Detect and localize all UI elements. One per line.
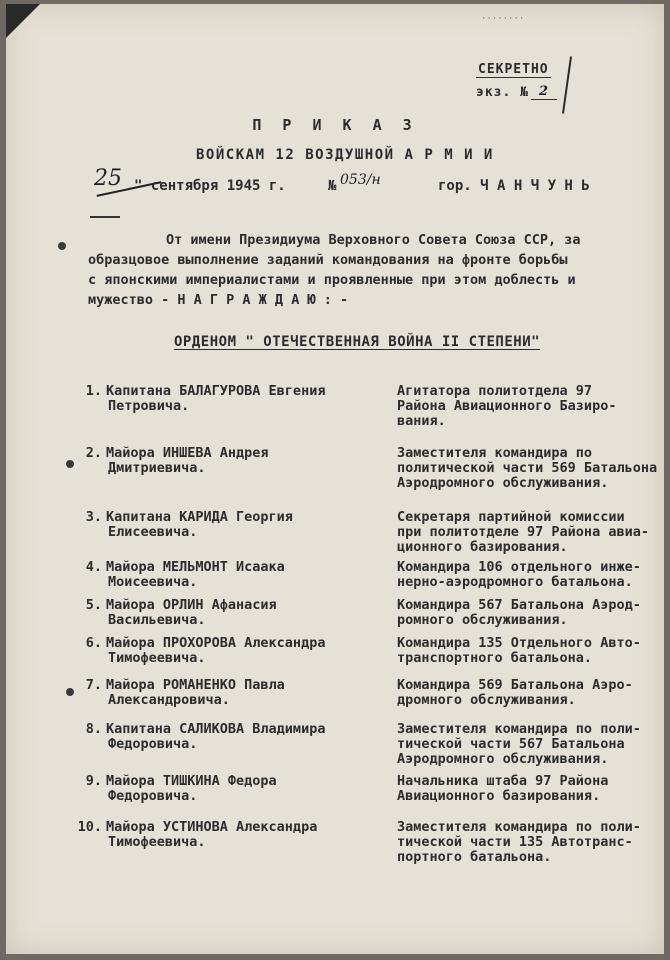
awardee-position-line: Аэродромного обслуживания. xyxy=(397,475,609,491)
awardee-name xyxy=(106,678,386,708)
preamble-line: мужество - Н А Г Р А Ж Д А Ю : - xyxy=(88,292,349,308)
awardee-name-line: Майора ОРЛИН Афанасия xyxy=(106,597,277,613)
copy-number: 2 xyxy=(531,84,557,100)
awardee-number: 10. xyxy=(77,819,102,835)
awardee-name-line: Майора УСТИНОВА Александра xyxy=(106,819,318,835)
awardee-position-line: транспортного батальона. xyxy=(397,650,593,666)
awardee-name-line: Майора ПРОХОРОВА Александра xyxy=(106,635,326,651)
awardee-position-line: дромного обслуживания. xyxy=(397,692,576,708)
punch-hole xyxy=(58,242,66,250)
order-number-label: № xyxy=(328,178,337,194)
awardee-name-line: Елисеевича. xyxy=(108,524,198,540)
awardee-position-line: ционного базирования. xyxy=(397,539,568,555)
date-line xyxy=(90,166,610,200)
awardee-name xyxy=(106,598,386,628)
awardee-number: 6. xyxy=(85,635,102,651)
awardee-name xyxy=(106,510,386,540)
awardee-number: 4. xyxy=(85,559,102,575)
awardee-name-line: Капитана БАЛАГУРОВА Евгения xyxy=(106,383,326,399)
awardee-name-line: Тимофеевича. xyxy=(108,650,206,666)
order-heading: ОРДЕНОМ " ОТЕЧЕСТВЕННАЯ ВОЙНА II СТЕПЕНИ" xyxy=(174,334,541,350)
awardee-position xyxy=(397,820,657,865)
awardee-position-line: Авиационного базирования. xyxy=(397,788,601,804)
divider xyxy=(90,216,120,218)
copy-prefix: экз. № xyxy=(476,84,529,100)
handwritten-day: 25 xyxy=(94,166,122,191)
secret-label: СЕКРЕТНО xyxy=(478,62,549,77)
awardee-position-line: Командира 569 Батальона Аэро- xyxy=(397,677,633,693)
preamble-line: образцовое выполнение заданий командования на фронте борьбы xyxy=(88,252,568,268)
awardee-name-line: Александровича. xyxy=(108,692,230,708)
awardee-name-line: Майора ИНШЕВА Андрея xyxy=(106,445,269,461)
awardee-position xyxy=(397,636,657,666)
city: гор. Ч А Н Ч У Н Ь xyxy=(438,178,590,194)
awardee-position xyxy=(397,722,657,767)
order-number: 053/н xyxy=(340,172,381,188)
preamble xyxy=(88,230,618,310)
awardee-name-line: Васильевича. xyxy=(108,612,206,628)
awardee-position xyxy=(397,598,657,628)
awardee-name-line: Капитана КАРИДА Георгия xyxy=(106,509,293,525)
awardee-name-line: Капитана САЛИКОВА Владимира xyxy=(106,721,326,737)
awardee-name-line: Майора ТИШКИНА Федора xyxy=(106,773,277,789)
awardee-name-line: Федоровича. xyxy=(108,736,198,752)
date-month-year: " сентября 1945 г. xyxy=(134,178,286,194)
awardee-name-line: Петровича. xyxy=(108,398,190,414)
awardee-name-line: Дмитриевича. xyxy=(108,460,206,476)
document-title: П Р И К А З xyxy=(252,116,418,134)
awardee-position xyxy=(397,560,657,590)
awardee-position-line: вания. xyxy=(397,413,446,429)
awardee-number: 1. xyxy=(85,383,102,399)
awardee-name xyxy=(106,820,386,850)
awardee-position-line: портного батальона. xyxy=(397,849,552,865)
awardee-number: 2. xyxy=(85,445,102,461)
awardee-number: 3. xyxy=(85,509,102,525)
awardee-position xyxy=(397,510,657,555)
awardee-position-line: Заместителя командира по xyxy=(397,445,593,461)
awardee-number: 5. xyxy=(85,597,102,613)
awardee-number: 8. xyxy=(85,721,102,737)
awardee-name-line: Майора РОМАНЕНКО Павла xyxy=(106,677,285,693)
awardee-position-line: тической части 135 Автотранс- xyxy=(397,834,633,850)
awardee-name xyxy=(106,774,386,804)
awardee-position-line: Аэродромного обслуживания. xyxy=(397,751,609,767)
awardee-name-line: Майора МЕЛЬМОНТ Исаака xyxy=(106,559,285,575)
awardee-name xyxy=(106,636,386,666)
document-sheet xyxy=(6,4,664,954)
awardee-position xyxy=(397,446,657,491)
awardee-position-line: Командира 135 Отдельного Авто- xyxy=(397,635,641,651)
awardee-number: 9. xyxy=(85,773,102,789)
awardee-name xyxy=(106,560,386,590)
awardee-name-line: Тимофеевича. xyxy=(108,834,206,850)
awardee-position-line: Начальника штаба 97 Района xyxy=(397,773,609,789)
preamble-line: От имени Президиума Верховного Совета Союза ССР, за xyxy=(166,232,581,248)
secrecy-stamp xyxy=(476,62,557,100)
awardee-position-line: тической части 567 Батальона xyxy=(397,736,625,752)
awardee-name xyxy=(106,722,386,752)
punch-hole xyxy=(66,688,74,696)
awardee-name xyxy=(106,446,386,476)
awardee-position-line: Командира 567 Батальона Аэрод- xyxy=(397,597,641,613)
awardee-position-line: Командира 106 отдельного инже- xyxy=(397,559,641,575)
awardee-name xyxy=(106,384,386,414)
awardee-position-line: Заместителя командира по поли- xyxy=(397,819,641,835)
preamble-line: с японскими империалистами и проявленные при этом доблесть и xyxy=(88,272,576,288)
awardee-position-line: при политотделе 97 Района авиа- xyxy=(397,524,649,540)
awardee-position-line: политической части 569 Батальона xyxy=(397,460,658,476)
awardee-position xyxy=(397,678,657,708)
punch-hole xyxy=(66,460,74,468)
awardee-position-line: ромного обслуживания. xyxy=(397,612,568,628)
folded-corner xyxy=(6,4,40,38)
awardee-position-line: Заместителя командира по поли- xyxy=(397,721,641,737)
archive-mark: ········ xyxy=(481,14,525,24)
awardee-position xyxy=(397,774,657,804)
awardee-position-line: нерно-аэродромного батальона. xyxy=(397,574,633,590)
awardee-name-line: Федоровича. xyxy=(108,788,198,804)
awardee-position-line: Агитатора политотдела 97 xyxy=(397,383,593,399)
awardee-name-line: Моисеевича. xyxy=(108,574,198,590)
document-subtitle: ВОЙСКАМ 12 ВОЗДУШНОЙ А Р М И И xyxy=(196,147,494,163)
awardee-position-line: Района Авиационного Базиро- xyxy=(397,398,617,414)
awardee-position xyxy=(397,384,657,429)
pen-stroke xyxy=(562,56,572,114)
awardee-number: 7. xyxy=(85,677,102,693)
awardee-position-line: Секретаря партийной комиссии xyxy=(397,509,625,525)
